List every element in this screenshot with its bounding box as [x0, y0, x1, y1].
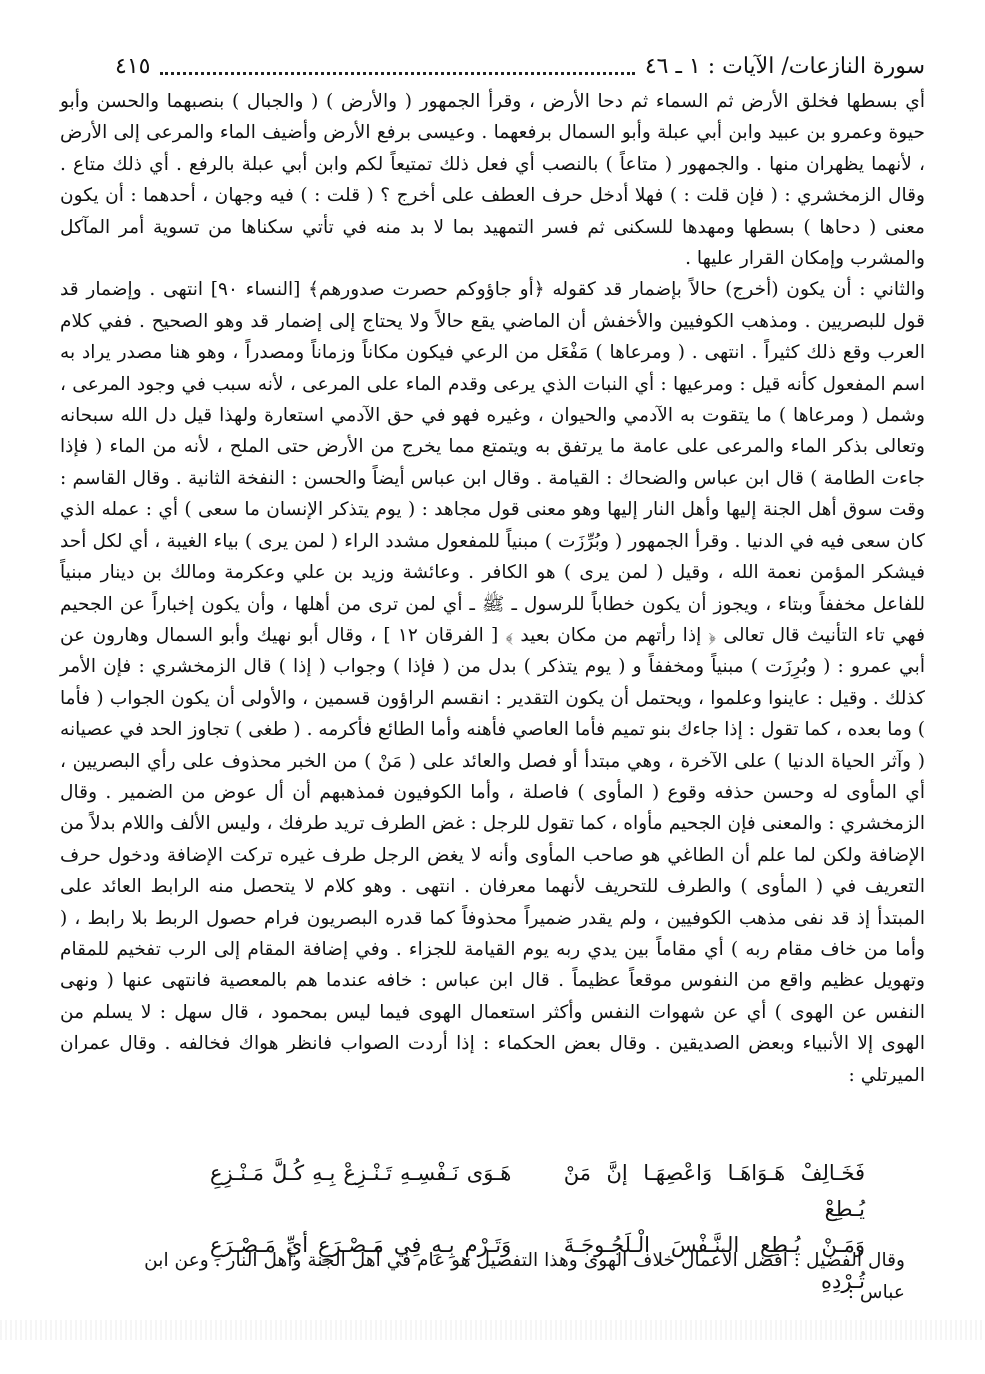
header-dotted-leader — [160, 72, 634, 75]
poem-verse — [210, 1155, 865, 1227]
page-number: ٤١٥ — [115, 54, 151, 79]
poem-hemistich-first: فَخَـالِفْ هَـوَاهَـا وَاعْصِهَـا إنَّ مَنْ يُـطِعْ — [563, 1161, 865, 1221]
scan-noise — [0, 1320, 985, 1340]
surah-title: سورة النازعات/ الآيات : ١ ـ ٤٦ — [644, 54, 925, 79]
paragraph: أي بسطها فخلق الأرض ثم السماء ثم دحا الأرض ، وقرأ الجمهور ( والأرض ) ( والجبال ) بنصبهما والحسن وأبو حيوة وعمرو بن عبيد وابن أبي عبلة وأبو السمال برفعهما . وعيسى برفع الأرض وأضيف الماء والمرعى إلى الأرض ، لأنهما يظهران منها . والجمهور ( متاعاً ) بالنصب أي فعل ذلك تمتيعاً لكم وابن أبي عبلة بالرفع . أي ذلك متاع . وقال الزمخشري : ( فإن قلت : ) فهلا أدخل حرف العطف على أخرج ؟ ( قلت : ) فيه وجهان ، أحدهما : أن يكون معنى ( دحاها ) بسطها ومهدها للسكنى ثم فسر التمهيد بما لا بد منه في تأتي سكناها من تسوية أمر المآكل والمشرب وإمكان القرار عليها . — [60, 91, 925, 270]
closing-line: وقال الفضيل : أفضل الأعمال خلاف الهوى وهذا التفصيل هو عام في أهل الجنة وأهل النار . وعن ابن عباس : — [144, 1250, 905, 1303]
poem-hemistich-second: هَـوَى نَـفْسِـهِ تَـنْـزِعْ بِـهِ كُـلَّ مَـنْـزِعِ — [210, 1161, 512, 1185]
page-header — [115, 50, 925, 84]
paragraph: والثاني : أن يكون (أخرج) حالاً بإضمار قد كقوله ﴿أو جاؤوكم حصرت صدورهم﴾ [النساء ٩٠] انتهى . وإضمار قد قول للبصريين . ومذهب الكوفيين والأخفش أن الماضي يقع حالاً ولا يحتاج إلى إضمار قد وهو الصحيح . ففي كلام العرب وقع ذلك كثيراً . انتهى . ( ومرعاها ) مَفْعَل من الرعي فيكون مكاناً وزماناً ومصدراً ، وهو هنا مصدر يراد به اسم المفعول كأنه قيل : ومرعيها : أي النبات الذي يرعى وقدم الماء على المرعى ، لأنه سبب في وجود المرعى ، وشمل ( ومرعاها ) ما يتقوت به الآدمي والحيوان ، وغيره فهو في حق الآدمي استعارة ولهذا قيل دل الله سبحانه وتعالى بذكر الماء والمرعى على عامة ما يرتفق به ويتمتع مما يخرج من الأرض حتى الملح ، لأنه من الماء ( فإذا جاءت الطامة ) قال ابن عباس والضحاك : القيامة . وقال ابن عباس أيضاً والحسن : النفخة الثانية . وقال القاسم : وقت سوق أهل الجنة إليها وأهل النار إليها وهو معنى قول مجاهد : ( يوم يتذكر الإنسان ما سعى ) أي : عمله الذي كان سعى فيه في الدنيا . وقرأ الجمهور ( وبُرِّزَت ) مبنياً للمفعول مشدد الراء ( لمن يرى ) بياء الغيبة ، أي لكل أحد فيشكر المؤمن نعمة الله ، وقيل ( لمن يرى ) هو الكافر . وعائشة وزيد بن علي وعكرمة ومالك بن دينار مبنياً للفاعل مخففاً وبتاء ، ويجوز أن يكون خطاباً للرسول ـ ﷺ ـ أي لمن ترى من أهلها ، وأن يكون إخباراً عن الجحيم فهي تاء التأنيث قال تعالى ﴿ إذا رأتهم من مكان بعيد ﴾ [ الفرقان ١٢ ] ، وقال أبو نهيك وأبو السمال وهارون عن أبي عمرو : ( وبُرِزَت ) مبنياً ومخففاً و ( يوم يتذكر ) بدل من ( فإذا ) وجواب ( إذا ) قال الزمخشري : فإن الأمر كذلك . وقيل : عاينوا وعلموا ، ويحتمل أن يكون التقدير : انقسم الراؤون قسمين ، والأولى أن يكون الجواب ( فأما ) وما بعده ، كما تقول : إذا جاءك بنو تميم فأما العاصي فأهنه وأما الطائع فأكرمه . ( طغى ) تجاوز الحد في عصيانه ( وآثر الحياة الدنيا ) على الآخرة ، وهي مبتدأ أو فصل والعائد على ( مَنْ ) من الخبر محذوف على رأي البصريين ، أي المأوى له وحسن حذفه وقوع ( المأوى ) فاصلة ، وأما الكوفيون فمذهبهم أن أل عوض من الضمير . وقال الزمخشري : والمعنى فإن الجحيم مأواه ، كما تقول للرجل : غض الطرف تريد طرفك ، وليس الألف واللام بدلاً من الإضافة ولكن لما علم أن الطاغي هو صاحب المأوى وأنه لا يغض الرجل طرف غيره تركت الإضافة ودخول حرف التعريف في ( المأوى ) والطرف للتحريف لأنهما معرفان . انتهى . وهو كلام لا يتحصل منه الرابط العائد على المبتدأ إذ قد نفى مذهب الكوفيين ، ولم يقدر ضميراً محذوفاً كما قدره البصريون فرام حصول الربط بلا رابط ، ( وأما من خاف مقام ربه ) أي مقاماً بين يدي ربه يوم القيامة للجزاء . وفي إضافة المقام إلى الرب تفخيم للمقام وتهويل عظيم واقع من النفوس موقعاً عظيماً . قال ابن عباس : خافه عندما هم بالمعصية فانتهى عنها ( ونهى النفس عن الهوى ) أي عن شهوات النفس وأكثر استعمال الهوى فيما ليس بمحمود ، قال سهل : لا يسلم من الهوى إلا الأنبياء وبعض الصديقين . وقال بعض الحكماء : إذا أردت الصواب فانظر هواك فخالفه . وقال عمران الميرتلي : — [60, 279, 925, 1086]
poem-hemistich-second: وَتَـرْمِ بِـهِ فِي مَـصْـرَعٍ أيِّ مَـصْـرَعِ — [210, 1233, 512, 1257]
commentary-text — [60, 86, 925, 1091]
poem-hemistich-first: وَمَـنْ يُـطِعِ الـنَّـفْسَ الْـلَجُـوجَـةَ تُـرْدِهِ — [563, 1233, 865, 1293]
